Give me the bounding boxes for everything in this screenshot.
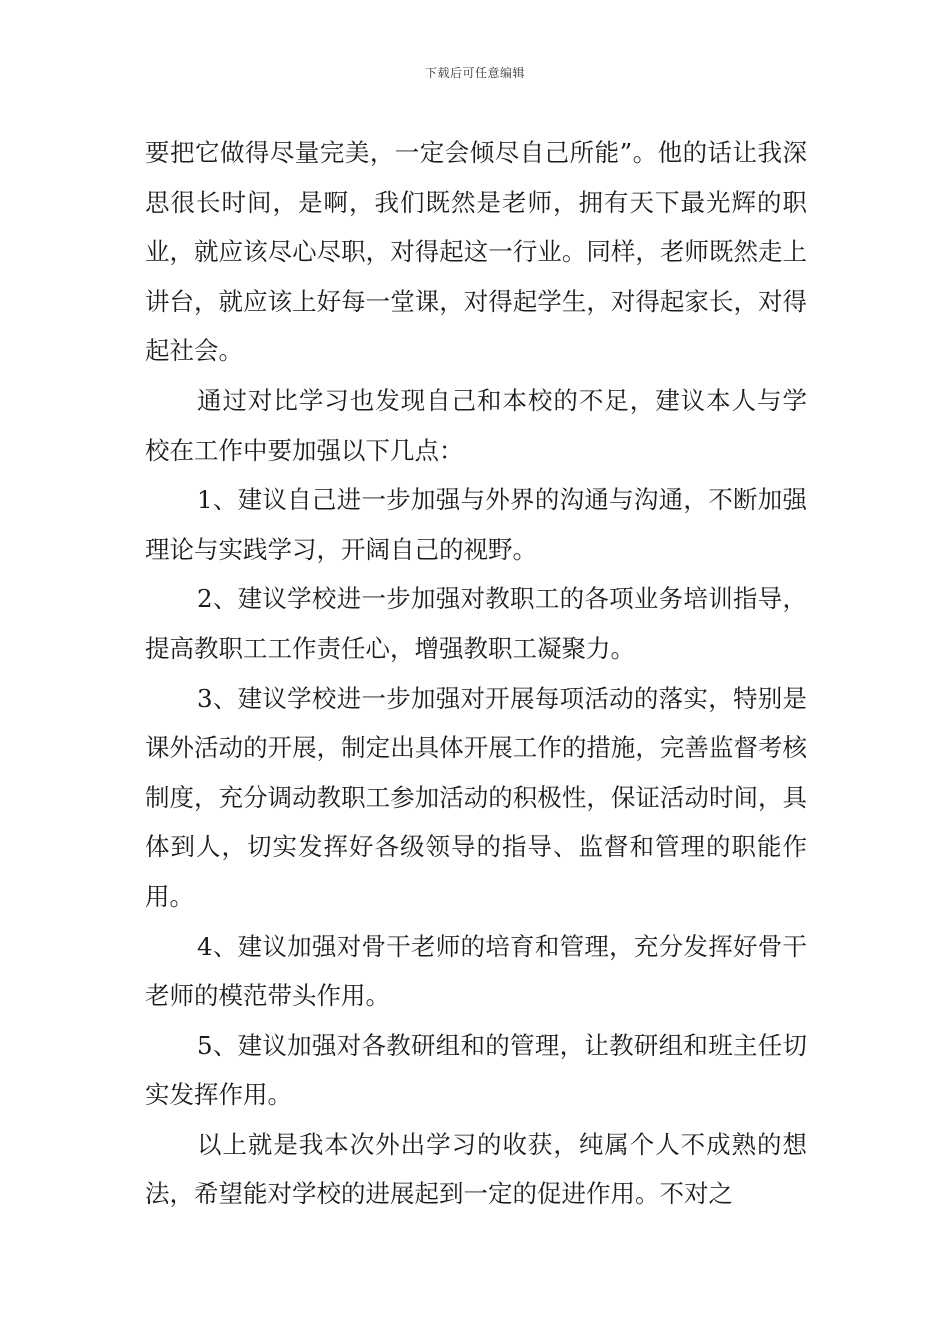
paragraph-4: 2、建议学校进一步加强对教职工的各项业务培训指导，提高教职工工作责任心，增强教职工凝聚力。 — [145, 584, 807, 663]
paragraph-7: 5、建议加强对各教研组和的管理，让教研组和班主任切实发挥作用。 — [145, 1030, 807, 1110]
paragraph-2: 通过对比学习也发现自己和本校的不足，建议本人与学校在工作中要加强以下几点： — [145, 385, 807, 465]
paragraph-5: 3、建议学校进一步加强对开展每项活动的落实，特别是课外活动的开展，制定出具体开展工作的措施，完善监督考核制度，充分调动教职工参加活动的积极性，保证活动时间，具体到人，切实发挥好各级领导的指导、监督和管理的职能作用。 — [145, 683, 807, 911]
paragraph-3: 1、建议自己进一步加强与外界的沟通与沟通，不断加强理论与实践学习，开阔自己的视野。 — [145, 485, 807, 564]
document-body — [145, 128, 807, 1219]
paragraph-1: 要把它做得尽量完美，一定会倾尽自己所能”。他的话让我深思很长时间，是啊，我们既然是老师，拥有天下最光辉的职业，就应该尽心尽职，对得起这一行业。同样，老师既然走上讲台，就应该上好每一堂课，对得起学生，对得起家长，对得起社会。 — [145, 138, 807, 366]
page-header: 下载后可任意编辑 — [424, 66, 525, 80]
paragraph-6: 4、建议加强对骨干老师的培育和管理，充分发挥好骨干老师的模范带头作用。 — [145, 931, 807, 1011]
paragraph-8: 以上就是我本次外出学习的收获，纯属个人不成熟的想法，希望能对学校的进展起到一定的促进作用。不对之 — [145, 1129, 807, 1209]
